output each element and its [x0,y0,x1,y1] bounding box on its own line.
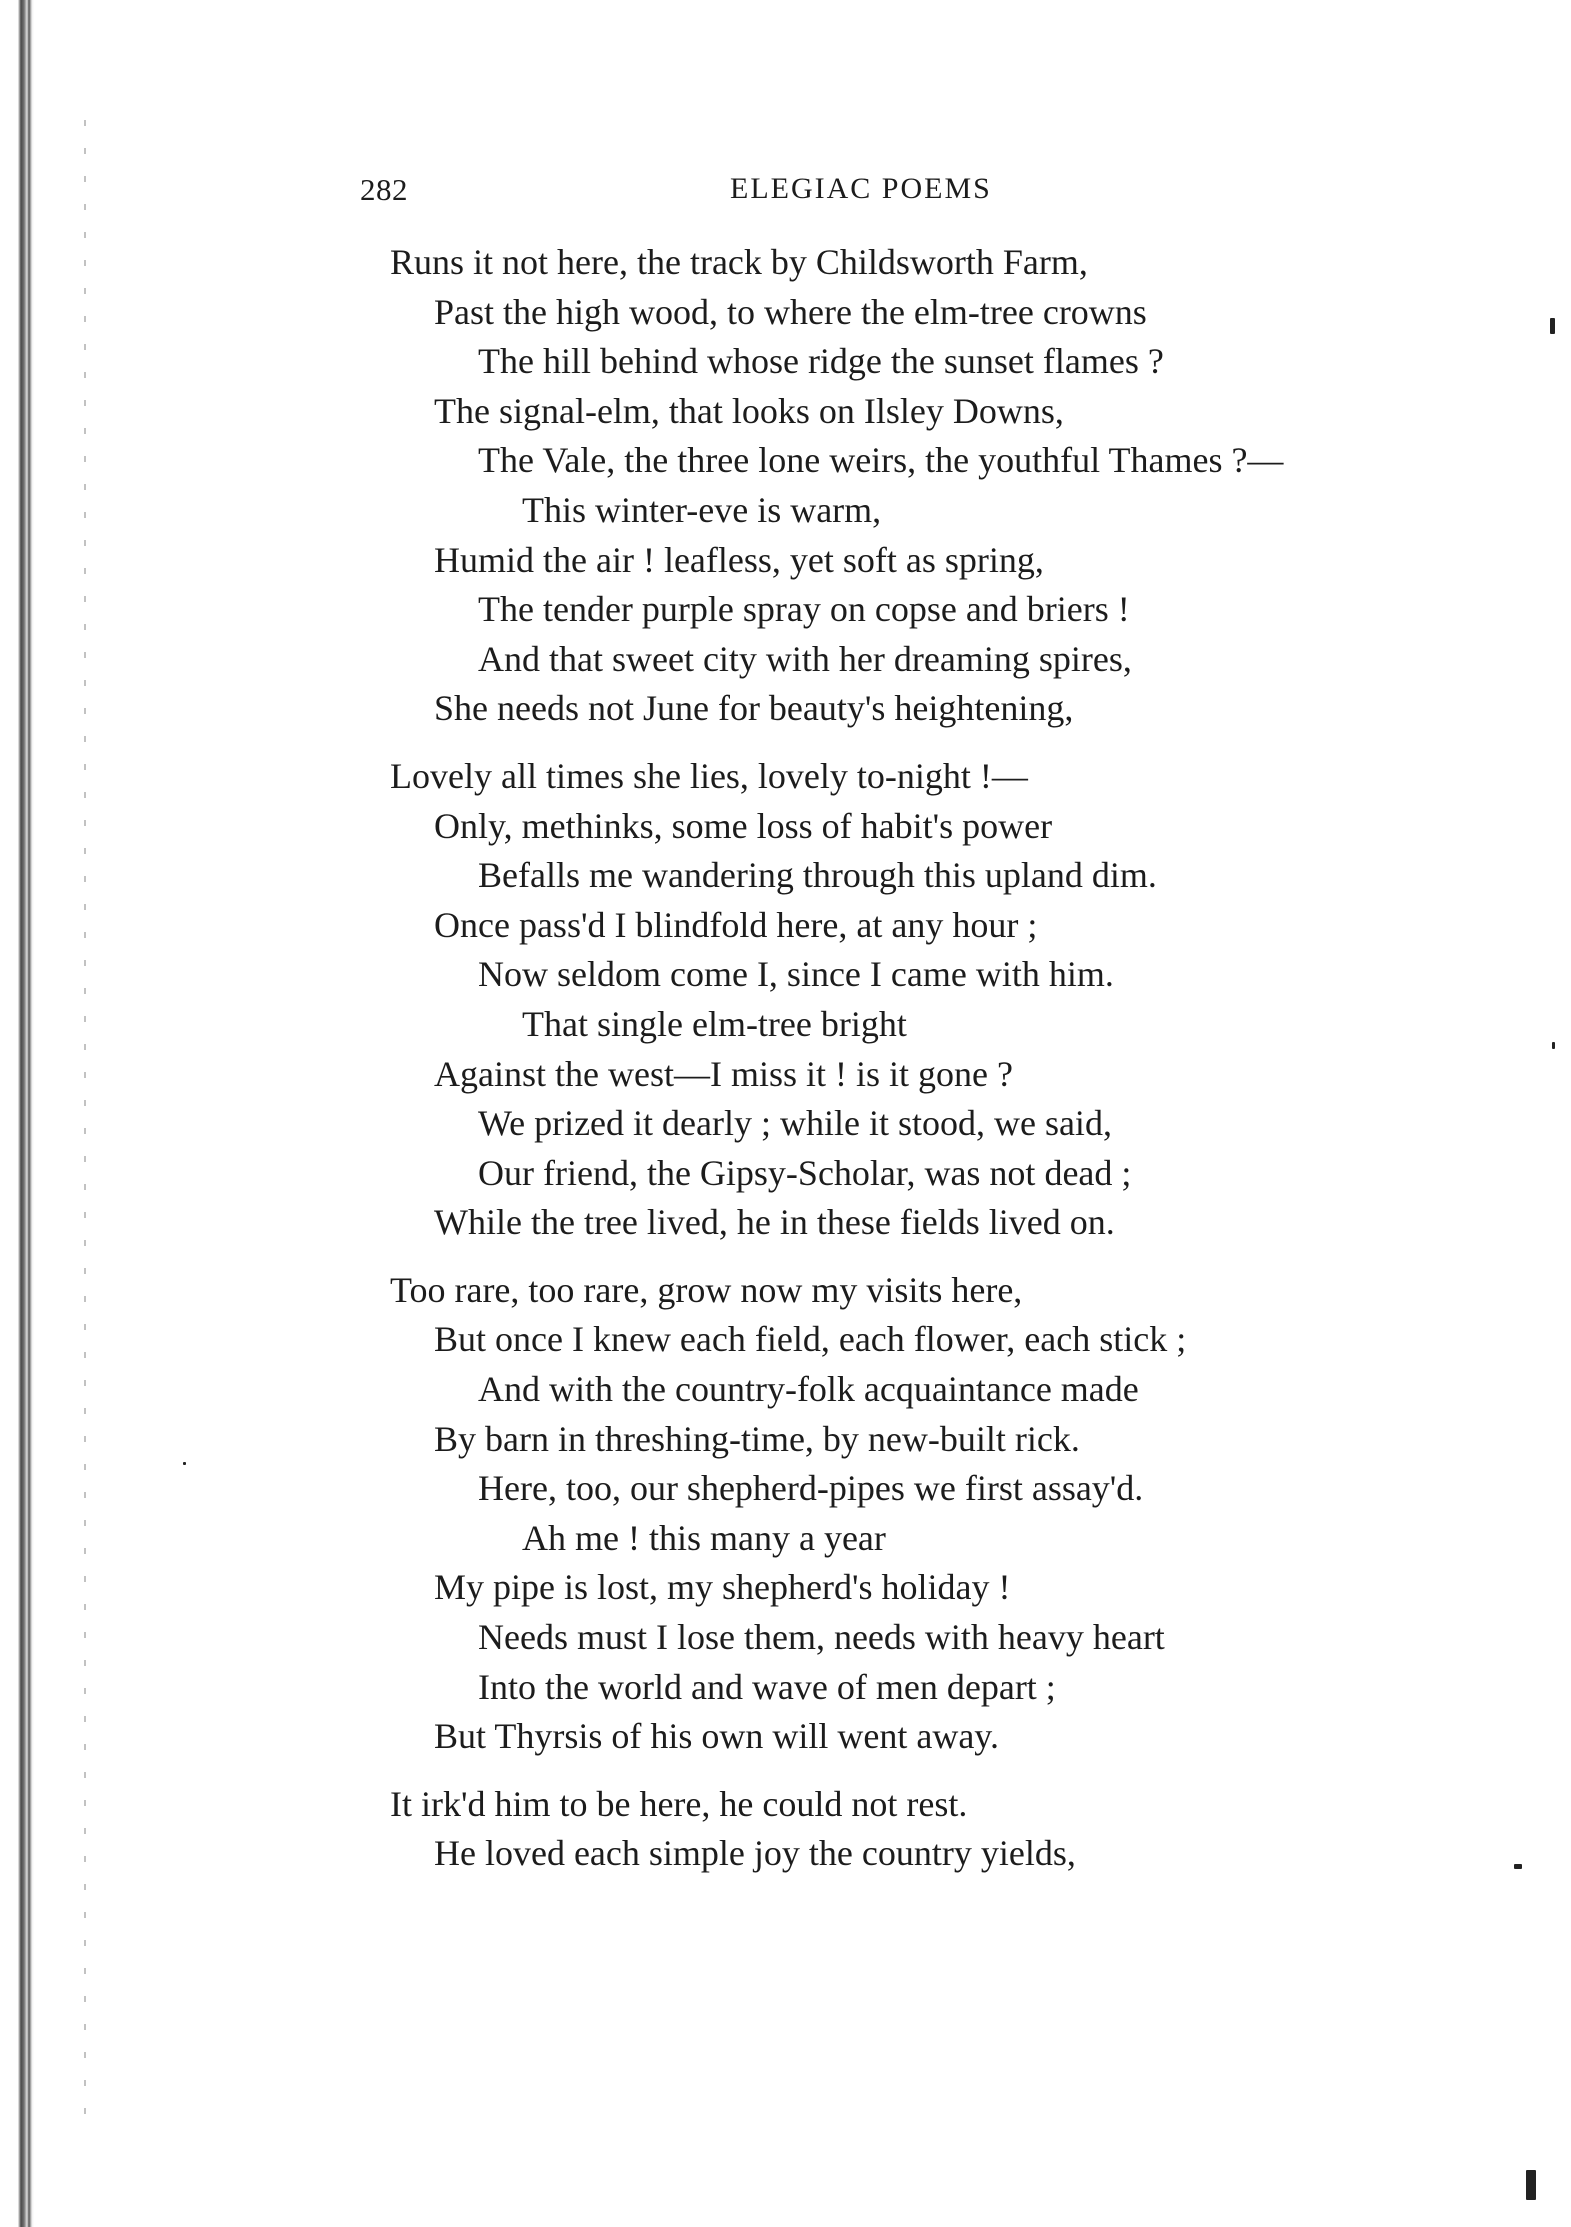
speck [1550,318,1555,334]
poem-line: Humid the air ! leafless, yet soft as spring, [434,539,1044,580]
speck [183,1462,186,1465]
poem-body [390,238,1430,1897]
gutter-shadow [84,120,86,2120]
poem-line: We prized it dearly ; while it stood, we said, [478,1103,1112,1144]
page-number: 282 [360,172,408,207]
poem-line: He loved each simple joy the country yields, [434,1833,1076,1874]
poem-line: And that sweet city with her dreaming spires, [478,638,1132,679]
stanza [390,238,1430,734]
page-header [360,172,1160,222]
poem-line: This winter-eve is warm, [522,489,882,530]
poem-line: Against the west—I miss it ! is it gone ? [434,1053,1013,1094]
poem-line: Befalls me wandering through this upland dim. [478,855,1157,896]
poem-line: Too rare, too rare, grow now my visits here, [390,1269,1023,1310]
poem-line: By barn in threshing-time, by new-built rick. [434,1418,1080,1459]
poem-line: Now seldom come I, since I came with him. [478,954,1114,995]
poem-line: Here, too, our shepherd-pipes we first assay'd. [478,1468,1144,1509]
poem-line: While the tree lived, he in these fields lived on. [434,1202,1115,1243]
stanza [390,1266,1430,1762]
poem-line: My pipe is lost, my shepherd's holiday ! [434,1567,1011,1608]
poem-line: Only, methinks, some loss of habit's power [434,805,1053,846]
poem-line: The tender purple spray on copse and briers ! [478,589,1130,630]
poem-line: But Thyrsis of his own will went away. [434,1716,999,1757]
poem-line: Once pass'd I blindfold here, at any hour ; [434,904,1038,945]
poem-line: Into the world and wave of men depart ; [478,1666,1056,1707]
poem-line: The Vale, the three lone weirs, the youthful Thames ?— [478,440,1284,481]
binding-gutter [18,0,34,2227]
poem-line: That single elm-tree bright [522,1003,907,1044]
speck [1514,1864,1522,1869]
poem-line: Our friend, the Gipsy-Scholar, was not dead ; [478,1152,1132,1193]
poem-line: Ah me ! this many a year [522,1517,886,1558]
poem-line: Needs must I lose them, needs with heavy heart [478,1617,1165,1658]
poem-line: The signal-elm, that looks on Ilsley Downs, [434,390,1064,431]
speck [1552,1042,1555,1049]
running-head: ELEGIAC POEMS [730,172,992,205]
poem-line: Past the high wood, to where the elm-tree crowns [434,291,1147,332]
poem-line: Runs it not here, the track by Childsworth Farm, [390,242,1088,282]
poem-line: But once I knew each field, each flower, each stick ; [434,1319,1187,1360]
stanza [390,752,1430,1248]
poem-line: She needs not June for beauty's heightening, [434,688,1074,729]
poem-line: Lovely all times she lies, lovely to-night !— [390,755,1028,796]
speck [1526,2170,1536,2200]
stanza [390,1780,1430,1879]
poem-line: The hill behind whose ridge the sunset flames ? [478,341,1164,382]
poem-line: It irk'd him to be here, he could not rest. [390,1783,968,1824]
poem-line: And with the country-folk acquaintance made [478,1369,1139,1410]
